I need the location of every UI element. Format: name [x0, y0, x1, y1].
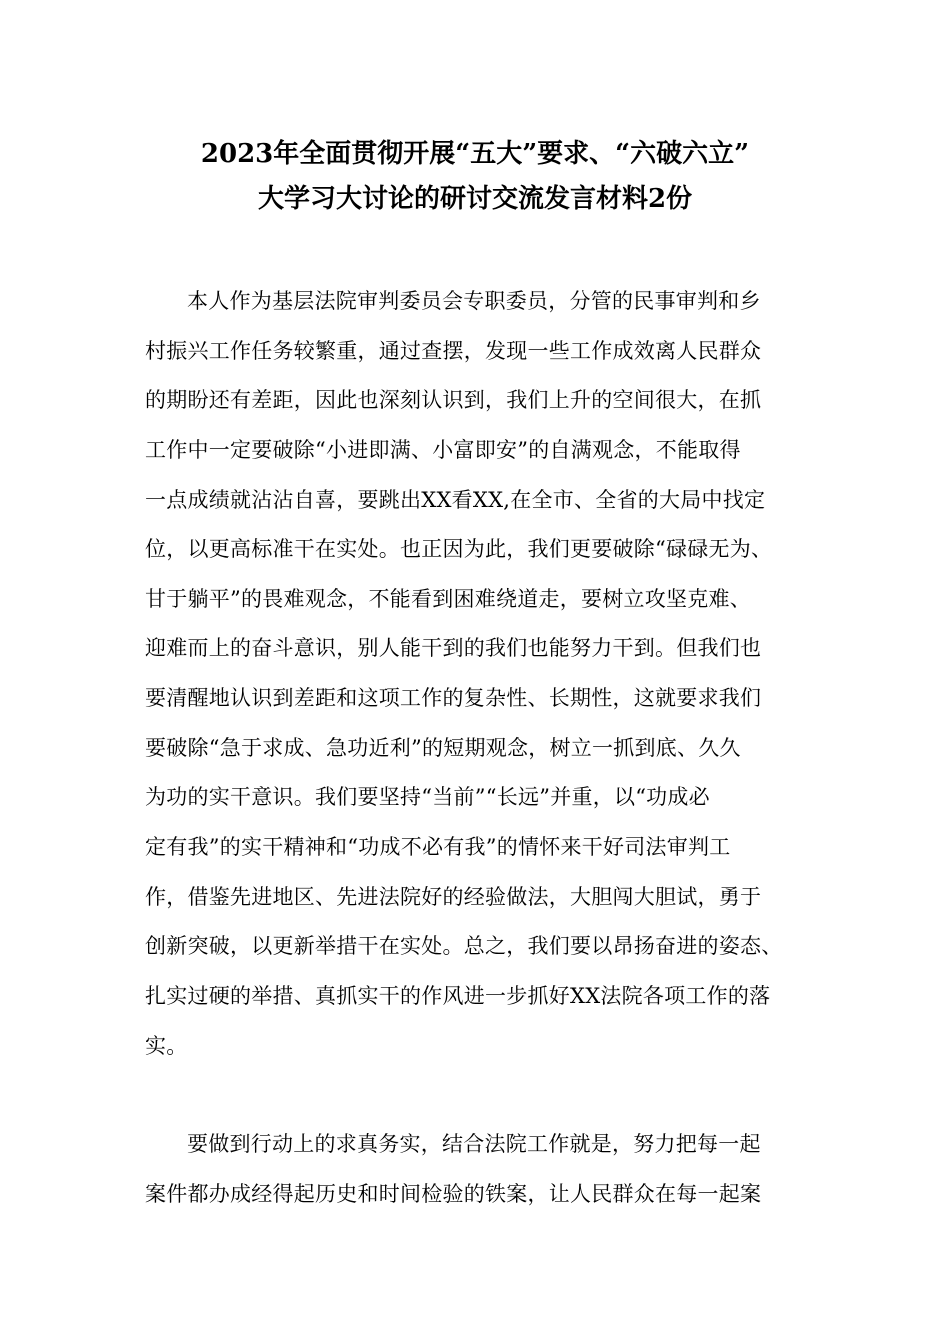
paragraph-1-line-2: 村振兴工作任务较繁重，通过查摆，发现一些工作成效离人民群众 — [145, 339, 762, 363]
paragraph-1-line-16: 实。 — [145, 1034, 188, 1058]
paragraph-1-line-12: 定有我”的实干精神和“功成不必有我”的情怀来干好司法审判工 — [145, 835, 731, 859]
paragraph-1-line-8: 迎难而上的奋斗意识，别人能干到的我们也能努力干到。但我们也 — [145, 636, 762, 660]
paragraph-1-line-6: 位，以更高标准干在实处。也正因为此，我们更要破除“碌碌无为、 — [145, 537, 773, 561]
paragraph-1-line-5: 一点成绩就沾沾自喜，要跳出XX看XX,在全市、全省的大局中找定 — [145, 488, 766, 512]
paragraph-1-line-4: 工作中一定要破除“小进即满、小富即安”的自满观念，不能取得 — [145, 438, 741, 462]
paragraph-1-line-15: 扎实过硬的举措、真抓实干的作风进一步抓好XX法院各项工作的落 — [145, 984, 771, 1008]
paragraph-1-line-11: 为功的实干意识。我们要坚持“当前”“长远”并重，以“功成必 — [145, 785, 710, 809]
paragraph-2-line-1: 要做到行动上的求真务实，结合法院工作就是，努力把每一起 — [187, 1132, 761, 1156]
document-title-line-2: 大学习大讨论的研讨交流发言材料2份 — [257, 184, 693, 214]
paragraph-1-line-13: 作，借鉴先进地区、先进法院好的经验做法，大胆闯大胆试，勇于 — [145, 885, 762, 909]
paragraph-1-line-10: 要破除“急于求成、急功近利”的短期观念，树立一抓到底、久久 — [145, 736, 741, 760]
paragraph-1-line-3: 的期盼还有差距，因此也深刻认识到，我们上升的空间很大，在抓 — [145, 388, 762, 412]
paragraph-1-line-7: 甘于躺平”的畏难观念，不能看到困难绕道走，要树立攻坚克难、 — [145, 587, 751, 611]
paragraph-1-line-14: 创新突破，以更新举措干在实处。总之，我们要以昂扬奋进的姿态、 — [145, 934, 783, 958]
paragraph-1-line-9: 要清醒地认识到差距和这项工作的复杂性、长期性，这就要求我们 — [145, 686, 762, 710]
document-title-line-1: 2023年全面贯彻开展“五大”要求、“六破六立” — [200, 139, 750, 169]
paragraph-2-line-2: 案件都办成经得起历史和时间检验的铁案，让人民群众在每一起案 — [145, 1182, 762, 1206]
paragraph-1-line-1: 本人作为基层法院审判委员会专职委员，分管的民事审判和乡 — [187, 289, 761, 313]
